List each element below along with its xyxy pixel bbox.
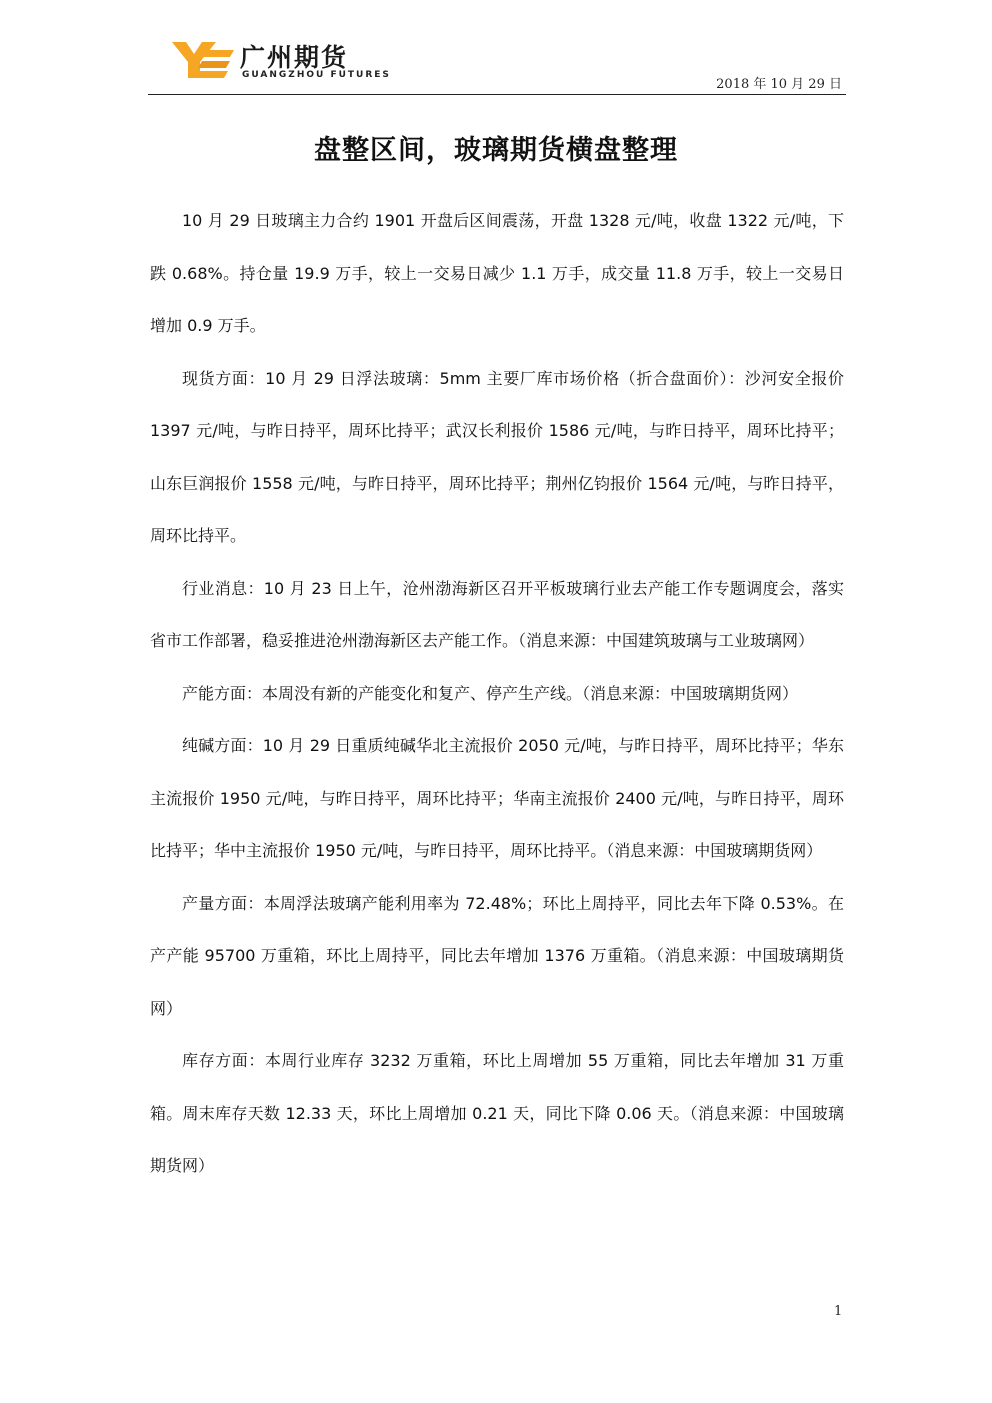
paragraph-soda-ash: 纯碱方面：10 月 29 日重质纯碱华北主流报价 2050 元/吨，与昨日持平，周环比持平；华东主流报价 1950 元/吨，与昨日持平，周环比持平；华南主流报价 2400 元/吨，与昨日持平，周环比持平；华中主流报价 1950 元/吨，与昨日持平，周环比持平。（消息来源：中国玻璃期货网） — [150, 736, 844, 860]
paragraph-market-summary: 10 月 29 日玻璃主力合约 1901 开盘后区间震荡，开盘 1328 元/吨，收盘 1322 元/吨，下跌 0.68%。持仓量 19.9 万手，较上一交易日减少 1.1 万手，成交量 11.8 万手，较上一交易日增加 0.9 万手。 — [150, 211, 844, 335]
paragraph-industry-news: 行业消息：10 月 23 日上午，沧州渤海新区召开平板玻璃行业去产能工作专题调度会，落实省市工作部署，稳妥推进沧州渤海新区去产能工作。（消息来源：中国建筑玻璃与工业玻璃网） — [150, 578, 844, 650]
paragraph-spot-prices: 现货方面：10 月 29 日浮法玻璃：5mm 主要厂库市场价格（折合盘面价）：沙河安全报价 1397 元/吨，与昨日持平，周环比持平；武汉长利报价 1586 元/吨，与昨日持平，周环比持平；山东巨润报价 1558 元/吨，与昨日持平，周环比持平；荆州亿钧报价 1564 元/吨，与昨日持平，周环比持平。 — [150, 368, 844, 545]
page-number: 1 — [834, 1304, 843, 1319]
logo-chinese-name: 广州期货 — [240, 43, 349, 72]
page-header — [148, 36, 846, 95]
paragraph-inventory: 库存方面：本周行业库存 3232 万重箱，环比上周增加 55 万重箱，同比去年增加 31 万重箱。周末库存天数 12.33 天，环比上周增加 0.21 天，同比下降 0.06 天。（消息来源：中国玻璃期货网） — [150, 1051, 844, 1175]
paragraph-output: 产量方面：本周浮法玻璃产能利用率为 72.48%；环比上周持平，同比去年下降 0.53%。在产产能 95700 万重箱，环比上周持平，同比去年增加 1376 万重箱。（消息来源：中国玻璃期货网） — [150, 893, 844, 1018]
document-title: 盘整区间，玻璃期货横盘整理 — [314, 135, 678, 166]
report-date: 2018 年 10 月 29 日 — [716, 77, 842, 92]
document-body — [150, 195, 844, 1193]
paragraph-capacity: 产能方面：本周没有新的产能变化和复产、停产生产线。（消息来源：中国玻璃期货网） — [182, 683, 799, 703]
logo-english-name: GUANGZHOU FUTURES — [242, 70, 391, 80]
gz-futures-logo-icon — [172, 40, 234, 80]
